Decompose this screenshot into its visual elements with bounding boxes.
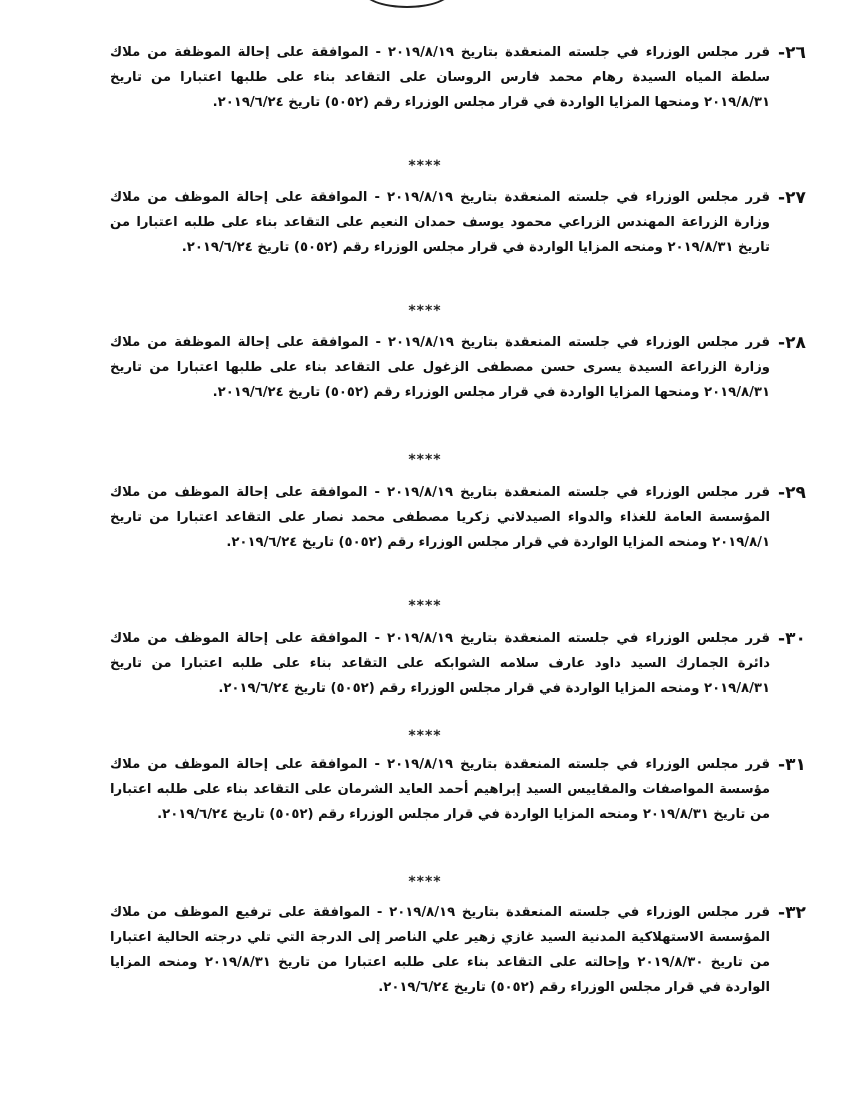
decision-text: قرر مجلس الوزراء في جلسته المنعقدة بتاريخ ٢٠١٩/٨/١٩ - الموافقة على إحالة الموظف من ملاك مؤسسة المواصفات والمقاييس السيد إبراهيم أحمد العايد الشرمان على التقاعد بناء على طلبه اعتبارا من تاريخ ٢٠١٩/٨/٣١ ومنحه المزايا الواردة في قرار مجلس الوزراء رقم (٥٠٥٢) تاريخ ٢٠١٩/٦/٢٤. [110, 757, 770, 822]
decision-number: ٢٨- [778, 333, 806, 353]
decision-text: قرر مجلس الوزراء في جلسته المنعقدة بتاريخ ٢٠١٩/٨/١٩ - الموافقة على ترفيع الموظف من ملاك المؤسسة الاستهلاكية المدنية السيد غازي زهير علي الناصر إلى الدرجة التي تلي درجته الحالية اعتبارا من تاريخ ٢٠١٩/٨/٣٠ وإحالته على التقاعد بناء على طلبه اعتبارا من تاريخ ٢٠١٩/٨/٣١ ومنحه المزايا الواردة في قرار مجلس الوزراء رقم (٥٠٥٢) تاريخ ٢٠١٩/٦/٢٤. [110, 905, 771, 995]
decision-item [110, 626, 806, 701]
separator-stars: **** [408, 158, 442, 174]
decision-item [110, 480, 806, 555]
decision-number: ٢٩- [778, 483, 806, 503]
separator-stars: **** [408, 452, 442, 468]
decision-item [110, 40, 806, 115]
decision-number: ٣١- [778, 755, 806, 775]
separator-stars: **** [408, 874, 442, 890]
decision-text: قرر مجلس الوزراء في جلسته المنعقدة بتاريخ ٢٠١٩/٨/١٩ - الموافقة على إحالة الموظفة من ملاك وزارة الزراعة السيدة يسرى حسن مصطفى الزغول على التقاعد بناء على طلبها اعتبارا من تاريخ ٢٠١٩/٨/٣١ ومنحها المزايا الواردة في قرار مجلس الوزراء رقم (٥٠٥٢) تاريخ ٢٠١٩/٦/٢٤. [110, 335, 770, 400]
decision-text: قرر مجلس الوزراء في جلسته المنعقدة بتاريخ ٢٠١٩/٨/١٩ - الموافقة على إحالة الموظف من ملاك دائرة الجمارك السيد داود عارف سلامه الشوابكه على التقاعد بناء على طلبه اعتبارا من تاريخ ٢٠١٩/٨/٣١ ومنحه المزايا الواردة في قرار مجلس الوزراء رقم (٥٠٥٢) تاريخ ٢٠١٩/٦/٢٤. [110, 631, 770, 696]
decision-number: ٣٢- [778, 903, 806, 923]
decision-item [110, 900, 806, 1000]
decision-number: ٢٦- [778, 43, 806, 63]
decision-number: ٣٠- [778, 629, 806, 649]
page-top-curve [362, 0, 452, 8]
decision-item [110, 185, 806, 260]
separator-stars: **** [408, 728, 442, 744]
decision-text: قرر مجلس الوزراء في جلسته المنعقدة بتاريخ ٢٠١٩/٨/١٩ - الموافقة على إحالة الموظف من ملاك وزارة الزراعة المهندس الزراعي محمود يوسف حمدان النعيم على التقاعد بناء على طلبه اعتبارا من تاريخ ٢٠١٩/٨/٣١ ومنحه المزايا الواردة في قرار مجلس الوزراء رقم (٥٠٥٢) تاريخ ٢٠١٩/٦/٢٤. [110, 190, 770, 255]
separator-stars: **** [408, 303, 442, 319]
decision-item [110, 752, 806, 827]
separator-stars: **** [408, 598, 442, 614]
decision-text: قرر مجلس الوزراء في جلسته المنعقدة بتاريخ ٢٠١٩/٨/١٩ - الموافقة على إحالة الموظفة من ملاك سلطة المياه السيدة رهام محمد فارس الروسان على التقاعد بناء على طلبها اعتبارا من تاريخ ٢٠١٩/٨/٣١ ومنحها المزايا الواردة في قرار مجلس الوزراء رقم (٥٠٥٢) تاريخ ٢٠١٩/٦/٢٤. [110, 45, 770, 110]
decision-text: قرر مجلس الوزراء في جلسته المنعقدة بتاريخ ٢٠١٩/٨/١٩ - الموافقة على إحالة الموظف من ملاك المؤسسة العامة للغذاء والدواء الصيدلاني زكريا مصطفى محمد نصار على التقاعد اعتبارا من تاريخ ٢٠١٩/٨/١ ومنحه المزايا الواردة في قرار مجلس الوزراء رقم (٥٠٥٢) تاريخ ٢٠١٩/٦/٢٤. [110, 485, 770, 550]
decision-item [110, 330, 806, 405]
decision-number: ٢٧- [778, 188, 806, 208]
